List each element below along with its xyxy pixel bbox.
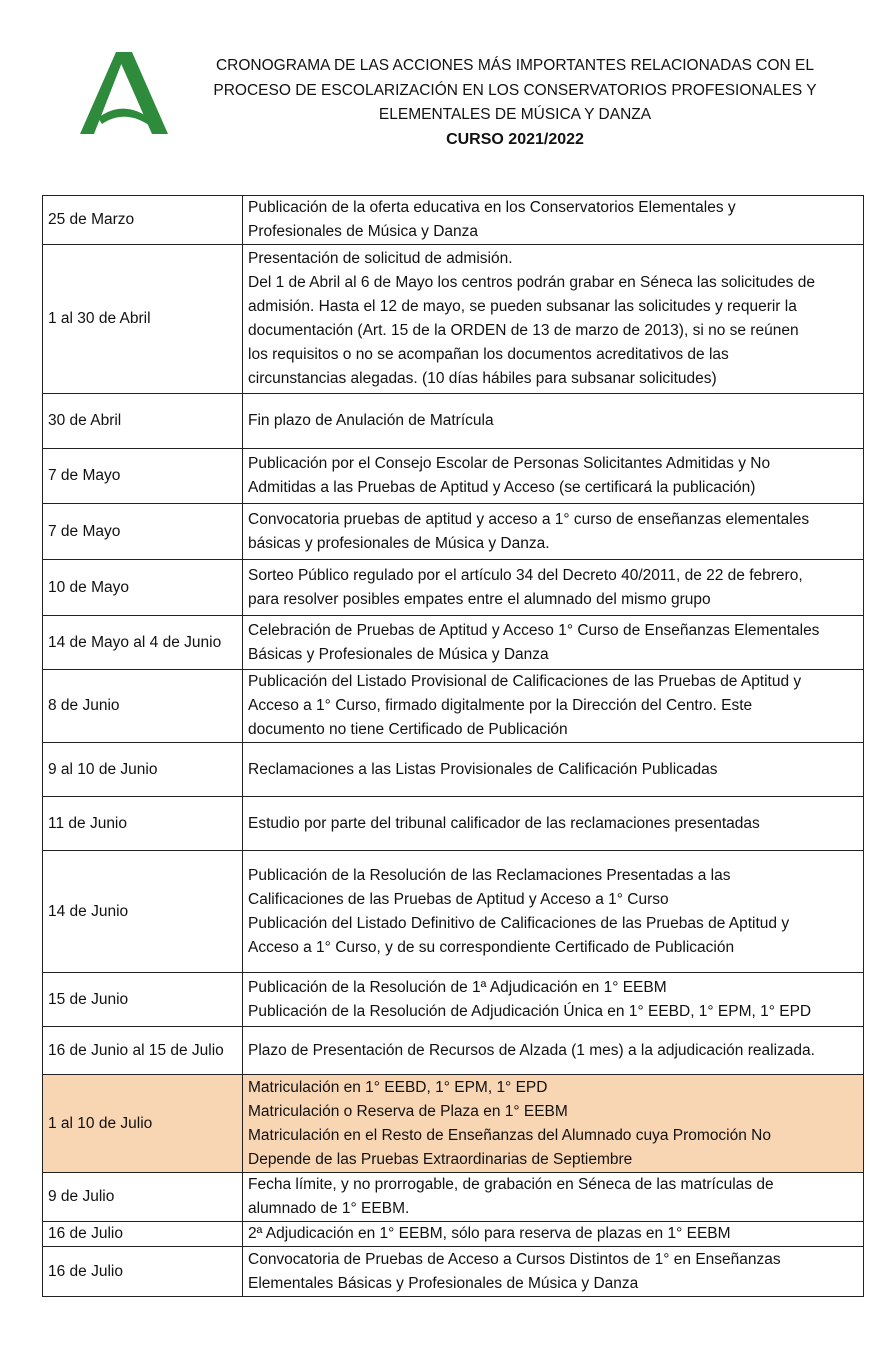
description-line: Admitidas a las Pruebas de Aptitud y Acceso (se certificará la publicación) [248,479,756,496]
description-line: Plazo de Presentación de Recursos de Alzada (1 mes) a la adjudicación realizada. [248,1041,815,1059]
description-line: 2ª Adjudicación en 1° EEBM, sólo para reserva de plazas en 1° EEBM [248,1225,731,1242]
description-line: Publicación de la Resolución de 1ª Adjudicación en 1° EEBM [248,978,667,996]
table-row [43,196,864,245]
description-line: documentación (Art. 15 de la ORDEN de 13 de marzo de 2013), si no se reúnen [248,322,799,339]
description-line: Presentación de solicitud de admisión. [248,250,513,267]
title-line: ELEMENTALES DE MÚSICA Y DANZA [378,106,652,123]
description-cell [243,245,864,394]
description-cell [243,504,864,560]
description-line: alumnado de 1° EEBM. [248,1200,410,1217]
description-line: Fecha límite, y no prorrogable, de grabación en Séneca de las matrículas de [248,1176,774,1193]
date-cell: 11 de Junio [43,797,243,851]
description-line: documento no tiene Certificado de Publicación [248,721,568,738]
table-row [43,1075,864,1173]
date-cell: 9 de Julio [43,1173,243,1222]
description-cell [243,196,864,245]
description-line: Convocatoria pruebas de aptitud y acceso a 1° curso de enseñanzas elementales [248,510,810,528]
description-line: básicas y profesionales de Música y Danza. [248,534,550,552]
description-cell [243,1075,864,1173]
table-row [43,560,864,616]
course-year: CURSO 2021/2022 [446,130,584,148]
description-line: admisión. Hasta el 12 de mayo, se pueden subsanar las solicitudes y requerir la [248,298,797,315]
date-cell: 7 de Mayo [43,504,243,560]
description-line: Publicación por el Consejo Escolar de Personas Solicitantes Admitidas y No [248,455,771,472]
description-line: Elementales Básicas y Profesionales de Música y Danza [248,1274,639,1292]
description-line: Publicación de la oferta educativa en los Conservatorios Elementales y [248,199,736,216]
description-line: Acceso a 1° Curso, y de su correspondiente Certificado de Publicación [248,938,735,956]
description-line: Publicación de la Resolución de las Reclamaciones Presentadas a las [248,866,731,884]
date-cell: 9 al 10 de Junio [43,743,243,797]
date-cell: 14 de Mayo al 4 de Junio [43,616,243,670]
description-line: Básicas y Profesionales de Música y Danza [248,645,549,663]
date-cell: 14 de Junio [43,851,243,973]
description-cell [243,1027,864,1075]
table-row [43,1027,864,1075]
table-row [43,245,864,394]
table-row [43,851,864,973]
table-row [43,973,864,1027]
description-line: Matriculación o Reserva de Plaza en 1° EEBM [248,1102,568,1120]
description-line: Publicación del Listado Provisional de Calificaciones de las Pruebas de Aptitud y [248,673,802,690]
description-line: Acceso a 1° Curso, firmado digitalmente por la Dirección del Centro. Este [248,697,753,714]
date-cell: 1 al 10 de Julio [43,1075,243,1173]
description-cell [243,616,864,670]
date-cell: 16 de Julio [43,1222,243,1247]
description-line: para resolver posibles empates entre el alumnado del mismo grupo [248,590,711,608]
table-row [43,394,864,449]
table-row [43,449,864,504]
table-row [43,616,864,670]
table-row [43,797,864,851]
description-line: Matriculación en 1° EEBD, 1° EPM, 1° EPD [248,1078,548,1096]
description-cell [243,1247,864,1297]
description-cell [243,670,864,743]
table-row [43,1222,864,1247]
date-cell: 16 de Julio [43,1247,243,1297]
description-cell [243,851,864,973]
description-cell [243,1222,864,1247]
description-cell [243,743,864,797]
description-line: Fin plazo de Anulación de Matrícula [248,412,494,429]
description-cell [243,1173,864,1222]
description-line: los requisitos o no se acompañan los documentos acreditativos de las [248,346,729,363]
description-cell [243,797,864,851]
description-line: Estudio por parte del tribunal calificador de las reclamaciones presentadas [248,814,760,832]
description-line: Celebración de Pruebas de Aptitud y Acceso 1° Curso de Enseñanzas Elementales [248,621,820,639]
date-cell: 10 de Mayo [43,560,243,616]
description-cell [243,394,864,449]
date-cell: 1 al 30 de Abril [43,245,243,394]
table-row [43,1173,864,1222]
title-line: CRONOGRAMA DE LAS ACCIONES MÁS IMPORTANTES RELACIONADAS CON EL [215,57,815,74]
junta-andalucia-logo [80,52,168,134]
schedule-table [42,195,864,1297]
date-cell: 16 de Junio al 15 de Julio [43,1027,243,1075]
description-line: Publicación del Listado Definitivo de Calificaciones de las Pruebas de Aptitud y [248,914,790,932]
description-line: Profesionales de Música y Danza [248,223,479,240]
description-line: Del 1 de Abril al 6 de Mayo los centros podrán grabar en Séneca las solicitudes de [248,274,815,291]
document-title [205,54,825,152]
table-row [43,1247,864,1297]
table-row [43,743,864,797]
table-row [43,504,864,560]
description-line: Convocatoria de Pruebas de Acceso a Cursos Distintos de 1° en Enseñanzas [248,1250,781,1268]
date-cell: 25 de Marzo [43,196,243,245]
description-line: circunstancias alegadas. (10 días hábiles para subsanar solicitudes) [248,370,717,387]
date-cell: 8 de Junio [43,670,243,743]
description-line: Calificaciones de las Pruebas de Aptitud y Acceso a 1° Curso [248,890,669,908]
description-cell [243,560,864,616]
description-line: Depende de las Pruebas Extraordinarias de Septiembre [248,1150,633,1168]
date-cell: 7 de Mayo [43,449,243,504]
table-row [43,670,864,743]
description-line: Sorteo Público regulado por el artículo 34 del Decreto 40/2011, de 22 de febrero, [248,566,803,584]
description-line: Publicación de la Resolución de Adjudicación Única en 1° EEBD, 1° EPM, 1° EPD [248,1002,812,1020]
date-cell: 30 de Abril [43,394,243,449]
date-cell: 15 de Junio [43,973,243,1027]
description-cell [243,973,864,1027]
title-line: PROCESO DE ESCOLARIZACIÓN EN LOS CONSERVATORIOS PROFESIONALES Y [213,81,817,99]
description-line: Reclamaciones a las Listas Provisionales de Calificación Publicadas [248,760,718,778]
description-cell [243,449,864,504]
description-line: Matriculación en el Resto de Enseñanzas del Alumnado cuya Promoción No [248,1126,771,1144]
